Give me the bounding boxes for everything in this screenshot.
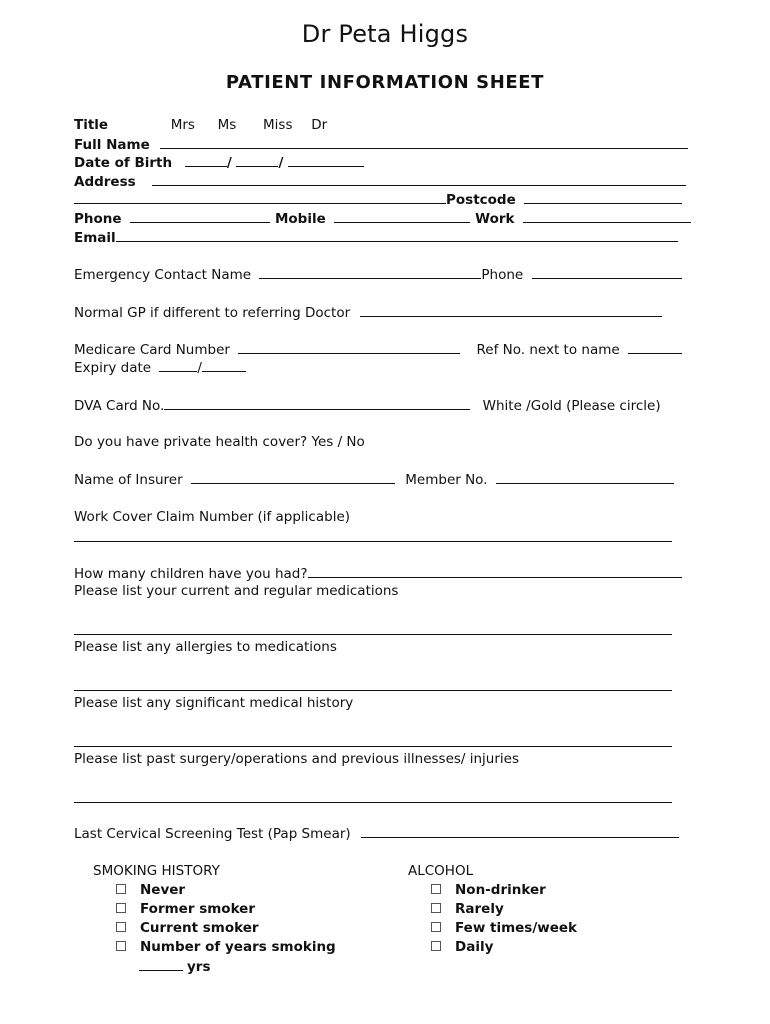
smoking-yrs-label: yrs <box>187 959 211 975</box>
doctor-name: Dr Peta Higgs <box>301 20 469 48</box>
checkbox-icon[interactable] <box>431 884 441 894</box>
title-option-mrs[interactable]: Mrs <box>170 117 195 133</box>
member-label: Member No. <box>405 472 488 488</box>
title-option-ms[interactable]: Ms <box>217 117 237 133</box>
checkbox-icon[interactable] <box>116 941 126 951</box>
address-line-2[interactable] <box>74 190 446 204</box>
history-label: Please list any significant medical history <box>74 695 354 711</box>
title-option-dr[interactable]: Dr <box>311 117 328 133</box>
expiry-label: Expiry date <box>74 360 152 376</box>
dob-label: Date of Birth <box>74 155 173 171</box>
smoking-option-former[interactable]: Former smoker <box>93 900 336 919</box>
checkbox-icon[interactable] <box>116 903 126 913</box>
full-name-line[interactable] <box>160 135 688 149</box>
surgery-line[interactable] <box>74 802 672 803</box>
work-label: Work <box>475 211 515 227</box>
private-cover-question[interactable]: Do you have private health cover? Yes / No <box>74 434 365 450</box>
medications-label: Please list your current and regular medications <box>74 583 399 599</box>
dva-line[interactable] <box>164 396 470 410</box>
gp-label: Normal GP if different to referring Doctor <box>74 305 351 321</box>
phone-row <box>74 209 678 227</box>
checkbox-icon[interactable] <box>116 884 126 894</box>
full-name-row <box>74 135 678 153</box>
dob-year-line[interactable] <box>288 153 364 167</box>
medications-line[interactable] <box>74 634 672 635</box>
full-name-label: Full Name <box>74 137 150 153</box>
insurer-row <box>74 470 678 488</box>
smoking-option-current[interactable]: Current smoker <box>93 919 336 938</box>
dob-month-line[interactable] <box>236 153 278 167</box>
dva-row <box>74 396 678 414</box>
expiry-row: Expiry date / <box>74 358 678 376</box>
medicare-ref-label: Ref No. next to name <box>476 342 620 358</box>
medicare-row <box>74 340 678 358</box>
insurer-label: Name of Insurer <box>74 472 183 488</box>
workcover-label: Work Cover Claim Number (if applicable) <box>74 509 351 525</box>
children-line[interactable] <box>308 564 682 578</box>
alcohol-option-few-times[interactable]: Few times/week <box>408 919 577 938</box>
title-label: Title <box>74 117 109 133</box>
emergency-phone-label: Phone <box>481 267 524 283</box>
medications-row <box>74 582 678 600</box>
member-line[interactable] <box>496 470 674 484</box>
work-line[interactable] <box>523 209 691 223</box>
emergency-name-line[interactable] <box>259 265 481 279</box>
sheet-title: PATIENT INFORMATION SHEET <box>225 72 545 93</box>
emergency-row <box>74 265 678 283</box>
allergies-line[interactable] <box>74 690 672 691</box>
cervical-label: Last Cervical Screening Test (Pap Smear) <box>74 826 351 842</box>
email-line[interactable] <box>116 228 678 242</box>
children-label: How many children have you had? <box>74 566 308 582</box>
smoking-section <box>93 862 336 976</box>
surgery-label: Please list past surgery/operations and previous illnesses/ injuries <box>74 751 519 767</box>
address-line-1[interactable] <box>152 172 686 186</box>
cervical-row <box>74 824 678 842</box>
allergies-label: Please list any allergies to medications <box>74 639 337 655</box>
dob-day-line[interactable] <box>185 153 227 167</box>
children-row <box>74 564 678 582</box>
private-cover-row <box>74 433 678 451</box>
postcode-label: Postcode <box>446 192 516 208</box>
smoking-years-field[interactable] <box>93 957 336 976</box>
history-line[interactable] <box>74 746 672 747</box>
alcohol-option-daily[interactable]: Daily <box>408 938 577 957</box>
smoking-option-never[interactable]: Never <box>93 881 336 900</box>
postcode-row <box>74 190 678 208</box>
smoking-option-years[interactable]: Number of years smoking <box>93 938 336 957</box>
email-row <box>74 228 678 246</box>
workcover-row <box>74 508 678 526</box>
checkbox-icon[interactable] <box>116 922 126 932</box>
address-label: Address <box>74 174 136 190</box>
mobile-line[interactable] <box>334 209 470 223</box>
checkbox-icon[interactable] <box>431 903 441 913</box>
title-option-miss[interactable]: Miss <box>263 117 293 133</box>
surgery-row <box>74 750 678 768</box>
email-label: Email <box>74 230 116 246</box>
checkbox-icon[interactable] <box>431 922 441 932</box>
cervical-line[interactable] <box>361 824 679 838</box>
medicare-label: Medicare Card Number <box>74 342 230 358</box>
dob-row: Date of Birth / / <box>74 153 678 171</box>
emergency-phone-line[interactable] <box>532 265 682 279</box>
smoking-heading: SMOKING HISTORY <box>93 863 220 879</box>
workcover-line[interactable] <box>74 541 672 542</box>
gp-line[interactable] <box>360 303 662 317</box>
gp-row <box>74 303 678 321</box>
medicare-line[interactable] <box>238 340 460 354</box>
expiry-month-line[interactable] <box>159 358 197 372</box>
address-row <box>74 172 678 190</box>
mobile-label: Mobile <box>274 211 326 227</box>
emergency-label: Emergency Contact Name <box>74 267 252 283</box>
smoking-years-line[interactable] <box>139 957 183 971</box>
expiry-year-line[interactable] <box>202 358 246 372</box>
medicare-ref-line[interactable] <box>628 340 682 354</box>
alcohol-option-non-drinker[interactable]: Non-drinker <box>408 881 577 900</box>
dva-label: DVA Card No. <box>74 398 165 414</box>
insurer-line[interactable] <box>191 470 395 484</box>
allergies-row <box>74 638 678 656</box>
alcohol-option-rarely[interactable]: Rarely <box>408 900 577 919</box>
title-row <box>74 116 678 134</box>
phone-line[interactable] <box>130 209 270 223</box>
history-row <box>74 694 678 712</box>
alcohol-section <box>408 862 577 957</box>
dva-card-colour[interactable]: White /Gold (Please circle) <box>482 398 661 414</box>
alcohol-heading: ALCOHOL <box>408 863 474 879</box>
checkbox-icon[interactable] <box>431 941 441 951</box>
phone-label: Phone <box>74 211 122 227</box>
postcode-line[interactable] <box>524 190 682 204</box>
